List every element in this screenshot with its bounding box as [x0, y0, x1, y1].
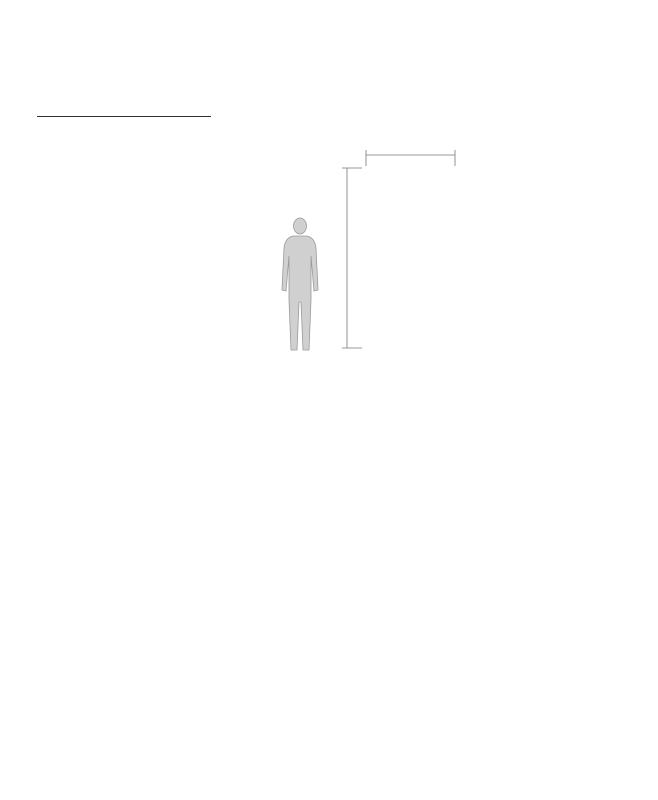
configuration-diagram [0, 535, 658, 795]
scale-diagram [0, 0, 658, 370]
dimension-lines [342, 150, 455, 348]
person-silhouette-icon [282, 218, 318, 350]
